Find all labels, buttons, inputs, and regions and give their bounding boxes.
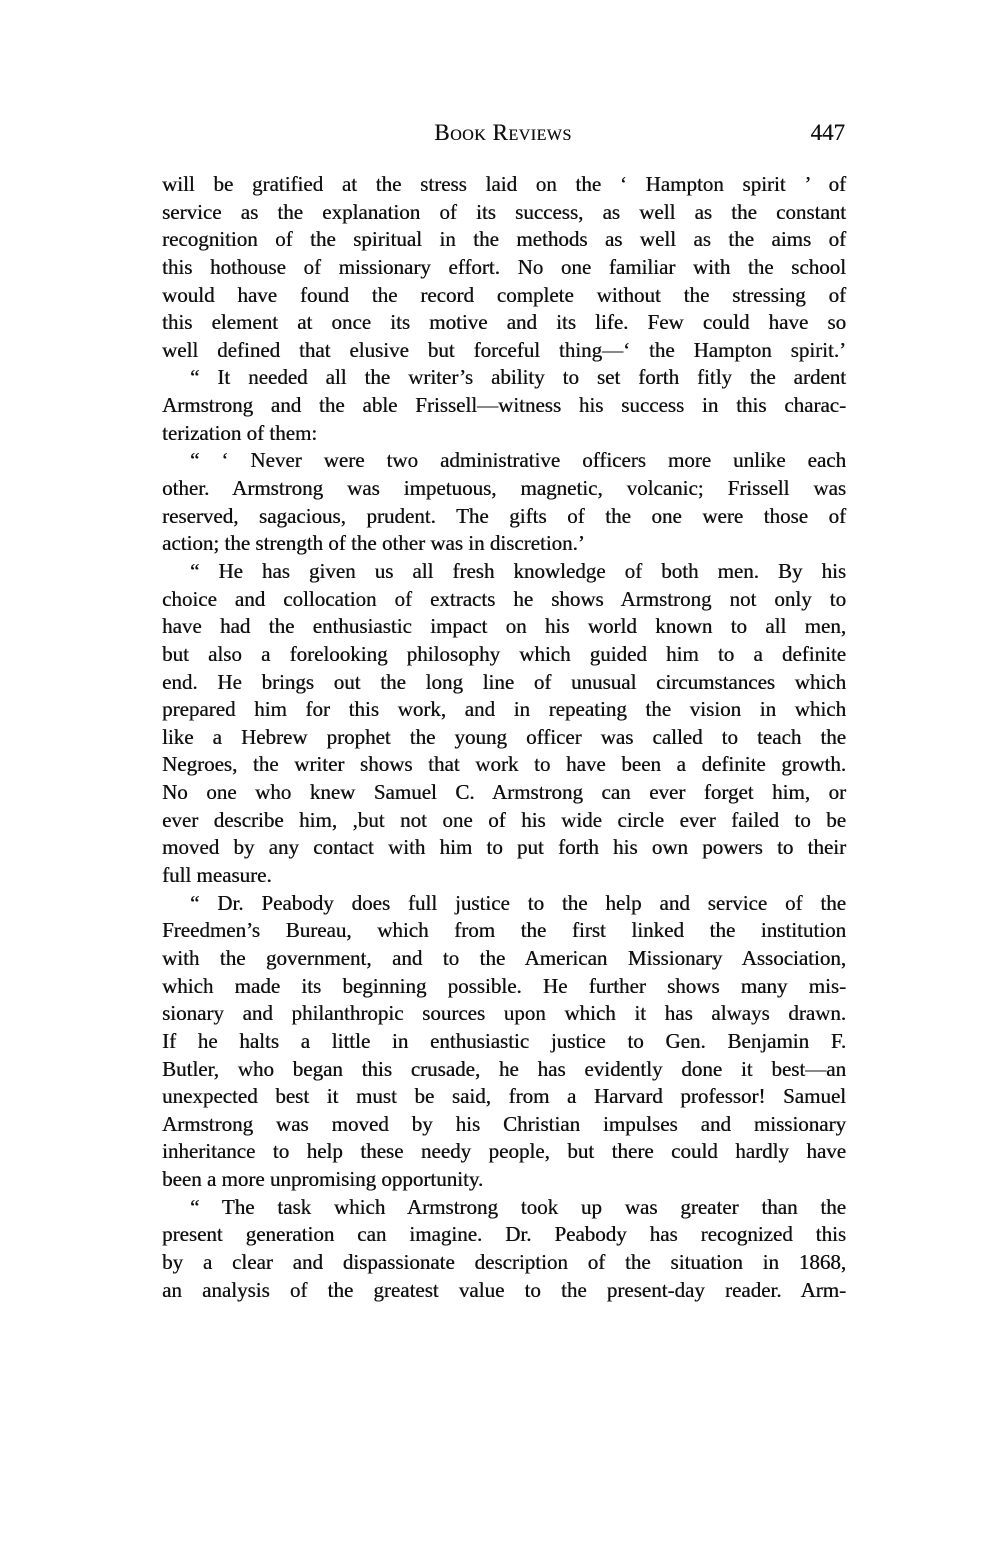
text-line: other. Armstrong was impetuous, magnetic, volcanic; Frissell was bbox=[162, 476, 846, 501]
text-line: choice and collocation of extracts he shows Armstrong not only to bbox=[162, 586, 846, 611]
text-line: an analysis of the greatest value to the present-day reader. Arm- bbox=[162, 1277, 846, 1302]
text-line: “ The task which Armstrong took up was greater than the bbox=[190, 1194, 846, 1219]
text-line: but also a forelooking philosophy which guided him to a definite bbox=[162, 641, 846, 666]
text-line: Armstrong and the able Frissell—witness his success in this charac- bbox=[162, 393, 846, 418]
text-line: If he halts a little in enthusiastic justice to Gen. Benjamin F. bbox=[162, 1028, 846, 1053]
text-line: end. He brings out the long line of unusual circumstances which bbox=[162, 669, 846, 694]
text-line: reserved, sagacious, prudent. The gifts of the one were those of bbox=[162, 503, 846, 528]
text-line: will be gratified at the stress laid on the ‘ Hampton spirit ’ of bbox=[162, 172, 846, 196]
text-line: well defined that elusive but forceful thing—‘ the Hampton spirit.’ bbox=[162, 337, 846, 362]
text-line: recognition of the spiritual in the methods as well as the aims of bbox=[162, 227, 846, 252]
text-line: action; the strength of the other was in discretion.’ bbox=[162, 531, 585, 556]
text-line: which made its beginning possible. He further shows many mis- bbox=[162, 973, 846, 998]
text-line: No one who knew Samuel C. Armstrong can ever forget him, or bbox=[162, 780, 846, 805]
text-line: full measure. bbox=[162, 863, 272, 888]
text-line: prepared him for this work, and in repeating the vision in which bbox=[162, 697, 846, 722]
text-line: ever describe him, ,but not one of his wide circle ever failed to be bbox=[162, 807, 846, 832]
body-text bbox=[162, 171, 846, 1304]
text-line: “ It needed all the writer’s ability to set forth fitly the ardent bbox=[190, 365, 846, 390]
running-header-title: Book Reviews bbox=[434, 120, 572, 145]
page-number: 447 bbox=[810, 120, 845, 145]
text-line: this element at once its motive and its life. Few could have so bbox=[162, 310, 846, 335]
text-line: inheritance to help these needy people, but there could hardly have bbox=[162, 1139, 846, 1164]
paragraph bbox=[162, 171, 846, 364]
text-line: “ He has given us all fresh knowledge of both men. By his bbox=[190, 558, 846, 583]
text-line: terization of them: bbox=[162, 420, 318, 445]
text-line: would have found the record complete without the stressing of bbox=[162, 282, 846, 307]
text-line: moved by any contact with him to put forth his own powers to their bbox=[162, 835, 846, 860]
text-line: Armstrong was moved by his Christian impulses and missionary bbox=[162, 1111, 846, 1136]
text-line: this hothouse of missionary effort. No one familiar with the school bbox=[162, 254, 846, 279]
text-line: sionary and philanthropic sources upon which it has always drawn. bbox=[162, 1001, 846, 1026]
text-line: with the government, and to the American Missionary Association, bbox=[162, 945, 846, 970]
text-line: Negroes, the writer shows that work to have been a definite growth. bbox=[162, 752, 846, 777]
paragraph bbox=[162, 1194, 846, 1305]
text-line: unexpected best it must be said, from a Harvard professor! Samuel bbox=[162, 1084, 846, 1109]
text-line: “ ‘ Never were two administrative officers more unlike each bbox=[190, 448, 846, 473]
paragraph bbox=[162, 890, 846, 1194]
text-line: present generation can imagine. Dr. Peabody has recognized this bbox=[162, 1222, 846, 1247]
paragraph bbox=[162, 364, 846, 447]
paragraph bbox=[162, 447, 846, 558]
text-line: “ Dr. Peabody does full justice to the help and service of the bbox=[190, 890, 846, 915]
text-line: like a Hebrew prophet the young officer was called to teach the bbox=[162, 724, 846, 749]
text-line: been a more unpromising opportunity. bbox=[162, 1167, 484, 1192]
text-line: by a clear and dispassionate description of the situation in 1868, bbox=[162, 1249, 846, 1274]
text-line: have had the enthusiastic impact on his world known to all men, bbox=[162, 614, 846, 639]
text-line: Freedmen’s Bureau, which from the first linked the institution bbox=[162, 918, 846, 943]
text-line: Butler, who began this crusade, he has evidently done it best—an bbox=[162, 1056, 846, 1081]
paragraph bbox=[162, 558, 846, 890]
text-line: service as the explanation of its success, as well as the constant bbox=[162, 199, 846, 224]
